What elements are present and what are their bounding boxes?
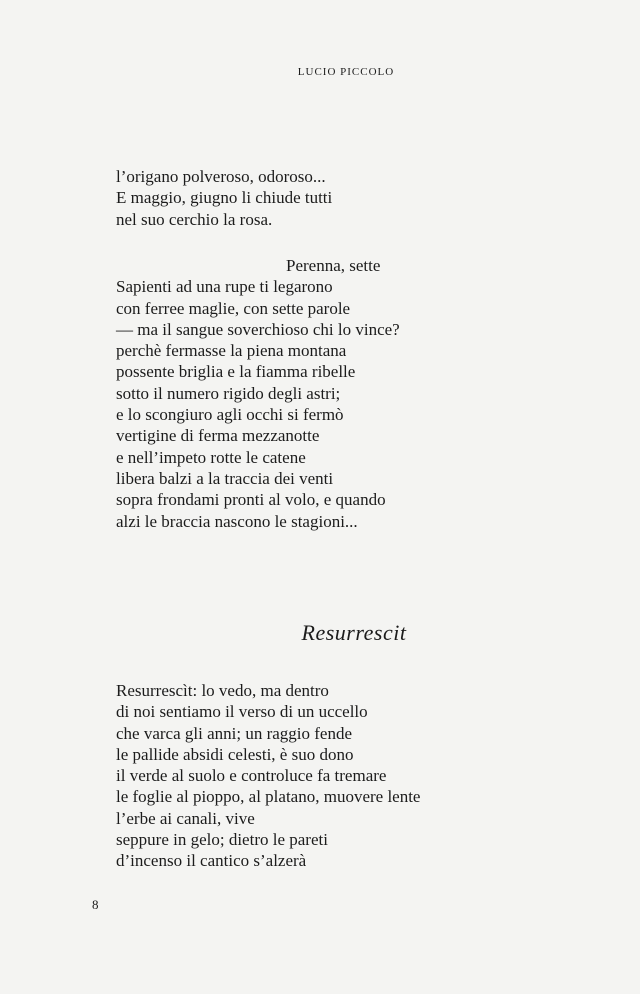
verse-line: nel suo cerchio la rosa. (116, 209, 273, 229)
stanza-2 (116, 255, 496, 532)
verse-line: di noi sentiamo il verso di un uccello (116, 702, 368, 722)
verse-line: — ma il sangue soverchioso chi lo vince? (116, 319, 400, 339)
verse-line: Perenna, sette (286, 256, 381, 275)
verse-line: l’erbe ai canali, vive (116, 808, 255, 828)
running-header: LUCIO PICCOLO (297, 66, 395, 78)
verse-line: Sapienti ad una rupe ti legarono (116, 277, 333, 297)
verse-line: con ferree maglie, con sette parole (116, 298, 351, 318)
verse-line: le pallide absidi celesti, è suo dono (116, 744, 354, 764)
verse-line: e nell’impeto rotte le catene (116, 447, 306, 467)
poem-title: Resurrescit (301, 620, 407, 645)
verse-line: possente briglia e la fiamma ribelle (116, 362, 356, 382)
verse-line: Resurrescìt: lo vedo, ma dentro (116, 681, 329, 700)
verse-line: e lo scongiuro agli occhi si fermò (116, 405, 344, 425)
stanza-1 (116, 166, 496, 230)
page-number: 8 (92, 897, 99, 912)
verse-line: libera balzi a la traccia dei venti (116, 468, 334, 488)
verse-line: l’origano polveroso, odoroso... (116, 167, 326, 186)
verse-line: le foglie al pioppo, al platano, muovere lente (116, 787, 421, 807)
verse-line: alzi le braccia nascono le stagioni... (116, 511, 358, 531)
verse-line: vertigine di ferma mezzanotte (116, 426, 320, 446)
verse-line: seppure in gelo; dietro le pareti (116, 830, 328, 850)
verse-line: che varca gli anni; un raggio fende (116, 723, 353, 743)
verse-line: sopra frondami pronti al volo, e quando (116, 490, 386, 510)
stanza-3 (116, 680, 496, 872)
verse-line: d’incenso il cantico s’alzerà (116, 851, 307, 871)
verse-line: perchè fermasse la piena montana (116, 341, 347, 361)
verse-line: sotto il numero rigido degli astri; (116, 383, 341, 403)
verse-line: il verde al suolo e controluce fa tremare (116, 766, 387, 786)
verse-line: E maggio, giugno li chiude tutti (116, 188, 333, 208)
